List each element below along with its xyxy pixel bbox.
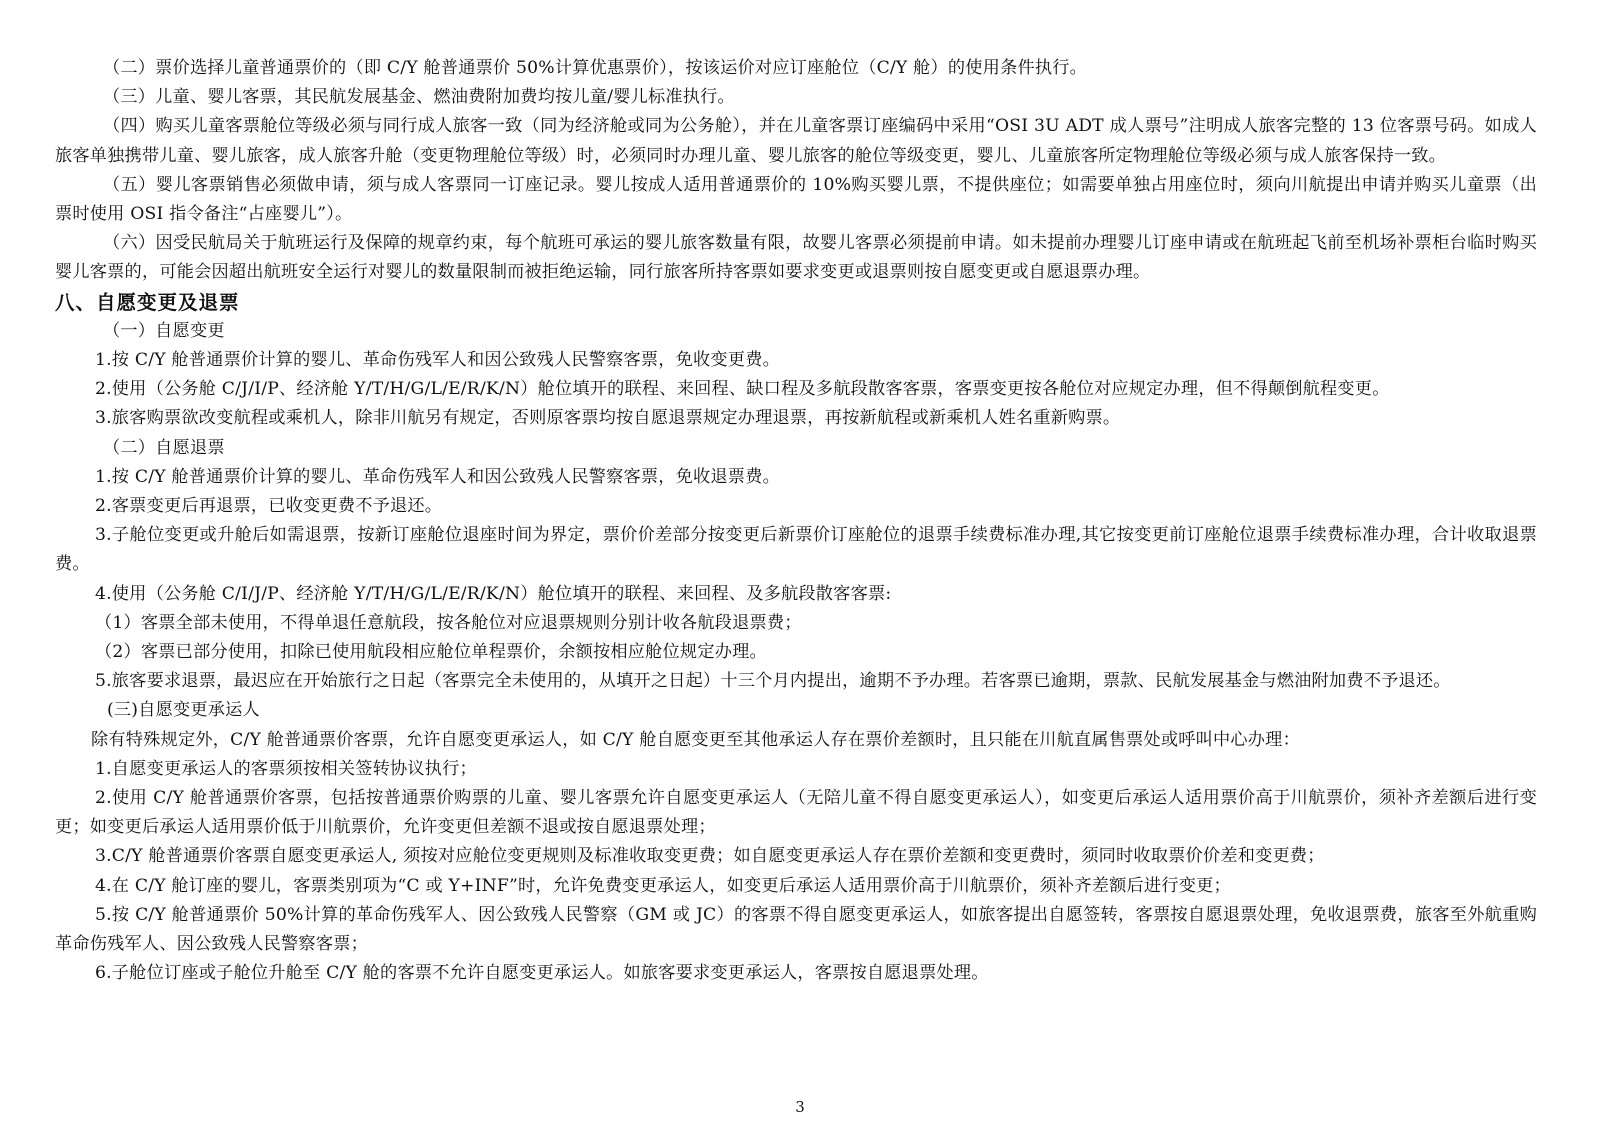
list-item-carrier-3: 3.C/Y 舱普通票价客票自愿变更承运人, 须按对应舱位变更规则及标准收取变更费；如自愿变更承运人存在票价差额和变更费时，须同时收取票价价差和变更费；: [95, 846, 1325, 867]
list-subitem-refund-4-2: （2）客票已部分使用，扣除已使用航段相应舱位单程票价，余额按相应舱位规定办理。: [95, 642, 767, 663]
list-item-change-1: 1.按 C/Y 舱普通票价计算的婴儿、革命伤残军人和因公致残人民警察客票，免收变更费。: [95, 350, 780, 371]
paragraph-child-cabin-class: （四）购买儿童客票舱位等级必须与同行成人旅客一致（同为经济舱或同为公务舱），并在儿童客票订座编码中采用“OSI 3U ADT 成人票号”注明成人旅客完整的 13 位客票号码。如成人旅客单独携带儿童、婴儿旅客，成人旅客升舱（变更物理舱位等级）时，必须同时办理儿童、婴儿旅客的舱位等级变更，婴儿、儿童旅客所定物理舱位等级必须与成人旅客保持一致。: [55, 116, 1537, 166]
list-item-refund-1: 1.按 C/Y 舱普通票价计算的婴儿、革命伤残军人和因公致残人民警察客票，免收退票费。: [95, 466, 780, 487]
list-item-refund-4: 4.使用（公务舱 C/I/J/P、经济舱 Y/T/H/G/L/E/R/K/N）舱位填开的联程、来回程、及多航段散客客票:: [95, 583, 892, 604]
paragraph-change-carrier-intro: 除有特殊规定外，C/Y 舱普通票价客票，允许自愿变更承运人，如 C/Y 舱自愿变更至其他承运人存在票价差额时，且只能在川航直属售票处或呼叫中心办理：: [91, 729, 1300, 750]
document-body: [55, 54, 1537, 989]
list-item-carrier-4: 4.在 C/Y 舱订座的婴儿，客票类别项为“C 或 Y+INF”时，允许免费变更承运人，如变更后承运人适用票价高于川航票价，须补齐差额后进行变更；: [95, 875, 1231, 896]
list-item-carrier-1: 1.自愿变更承运人的客票须按相关签转协议执行；: [95, 758, 477, 779]
section-heading-voluntary-change-refund: 八、自愿变更及退票: [55, 290, 240, 314]
list-item-carrier-2: 2.使用 C/Y 舱普通票价客票，包括按普通票价购票的儿童、婴儿客票允许自愿变更承运人（无陪儿童不得自愿变更承运人），如变更后承运人适用票价高于川航票价，须补齐差额后进行变更；如变更后承运人适用票价低于川航票价，允许变更但差额不退或按自愿退票处理；: [55, 788, 1537, 838]
list-item-carrier-5: 5.按 C/Y 舱普通票价 50%计算的革命伤残军人、因公致残人民警察（GM 或 JC）的客票不得自愿变更承运人，如旅客提出自愿签转，客票按自愿退票处理，免收退票费，旅客至外航重购革命伤残军人、因公致残人民警察客票；: [55, 904, 1537, 955]
paragraph-child-fare-option: （二）票价选择儿童普通票价的（即 C/Y 舱普通票价 50%计算优惠票价），按该运价对应订座舱位（C/Y 舱）的使用条件执行。: [103, 58, 1088, 78]
list-item-carrier-6: 6.子舱位订座或子舱位升舱至 C/Y 舱的客票不允许自愿变更承运人。如旅客要求变更承运人，客票按自愿退票处理。: [95, 963, 989, 984]
list-subitem-refund-4-1: （1）客票全部未使用，不得单退任意航段，按各舱位对应退票规则分别计收各航段退票费；: [95, 612, 802, 633]
page-number: 3: [795, 1098, 805, 1116]
subsection-title-voluntary-refund: （二）自愿退票: [103, 437, 225, 458]
paragraph-child-infant-fees: （三）儿童、婴儿客票，其民航发展基金、燃油费附加费均按儿童/婴儿标准执行。: [103, 87, 735, 108]
subsection-title-change-carrier: (三)自愿变更承运人: [107, 700, 260, 721]
list-item-refund-5: 5.旅客要求退票，最迟应在开始旅行之日起（客票完全未使用的，从填开之日起）十三个月内提出，逾期不予办理。若客票已逾期，票款、民航发展基金与燃油附加费不予退还。: [95, 671, 1451, 692]
list-item-change-2: 2.使用（公务舱 C/J/I/P、经济舱 Y/T/H/G/L/E/R/K/N）舱位填开的联程、来回程、缺口程及多航段散客客票，客票变更按各舱位对应规定办理，但不得颠倒航程变更。: [95, 379, 1390, 400]
list-item-refund-3: 3.子舱位变更或升舱后如需退票，按新订座舱位退座时间为界定，票价价差部分按变更后新票价订座舱位的退票手续费标准办理,其它按变更前订座舱位退票手续费标准办理，合计收取退票费。: [55, 525, 1537, 575]
paragraph-infant-quota: （六）因受民航局关于航班运行及保障的规章约束，每个航班可承运的婴儿旅客数量有限，故婴儿客票必须提前申请。如未提前办理婴儿订座申请或在航班起飞前至机场补票柜台临时购买婴儿客票的，可能会因超出航班安全运行对婴儿的数量限制而被拒绝运输，同行旅客所持客票如要求变更或退票则按自愿变更或自愿退票办理。: [55, 233, 1537, 283]
list-item-refund-2: 2.客票变更后再退票，已收变更费不予退还。: [95, 496, 443, 517]
subsection-title-voluntary-change: （一）自愿变更: [103, 320, 225, 341]
paragraph-infant-ticket-sales: （五）婴儿客票销售必须做申请，须与成人客票同一订座记录。婴儿按成人适用普通票价的 10%购买婴儿票，不提供座位；如需要单独占用座位时，须向川航提出申请并购买儿童票（出票时使用 OSI 指令备注“占座婴儿”）。: [55, 174, 1537, 225]
list-item-change-3: 3.旅客购票欲改变航程或乘机人，除非川航另有规定，否则原客票均按自愿退票规定办理退票，再按新航程或新乘机人姓名重新购票。: [95, 408, 1121, 429]
